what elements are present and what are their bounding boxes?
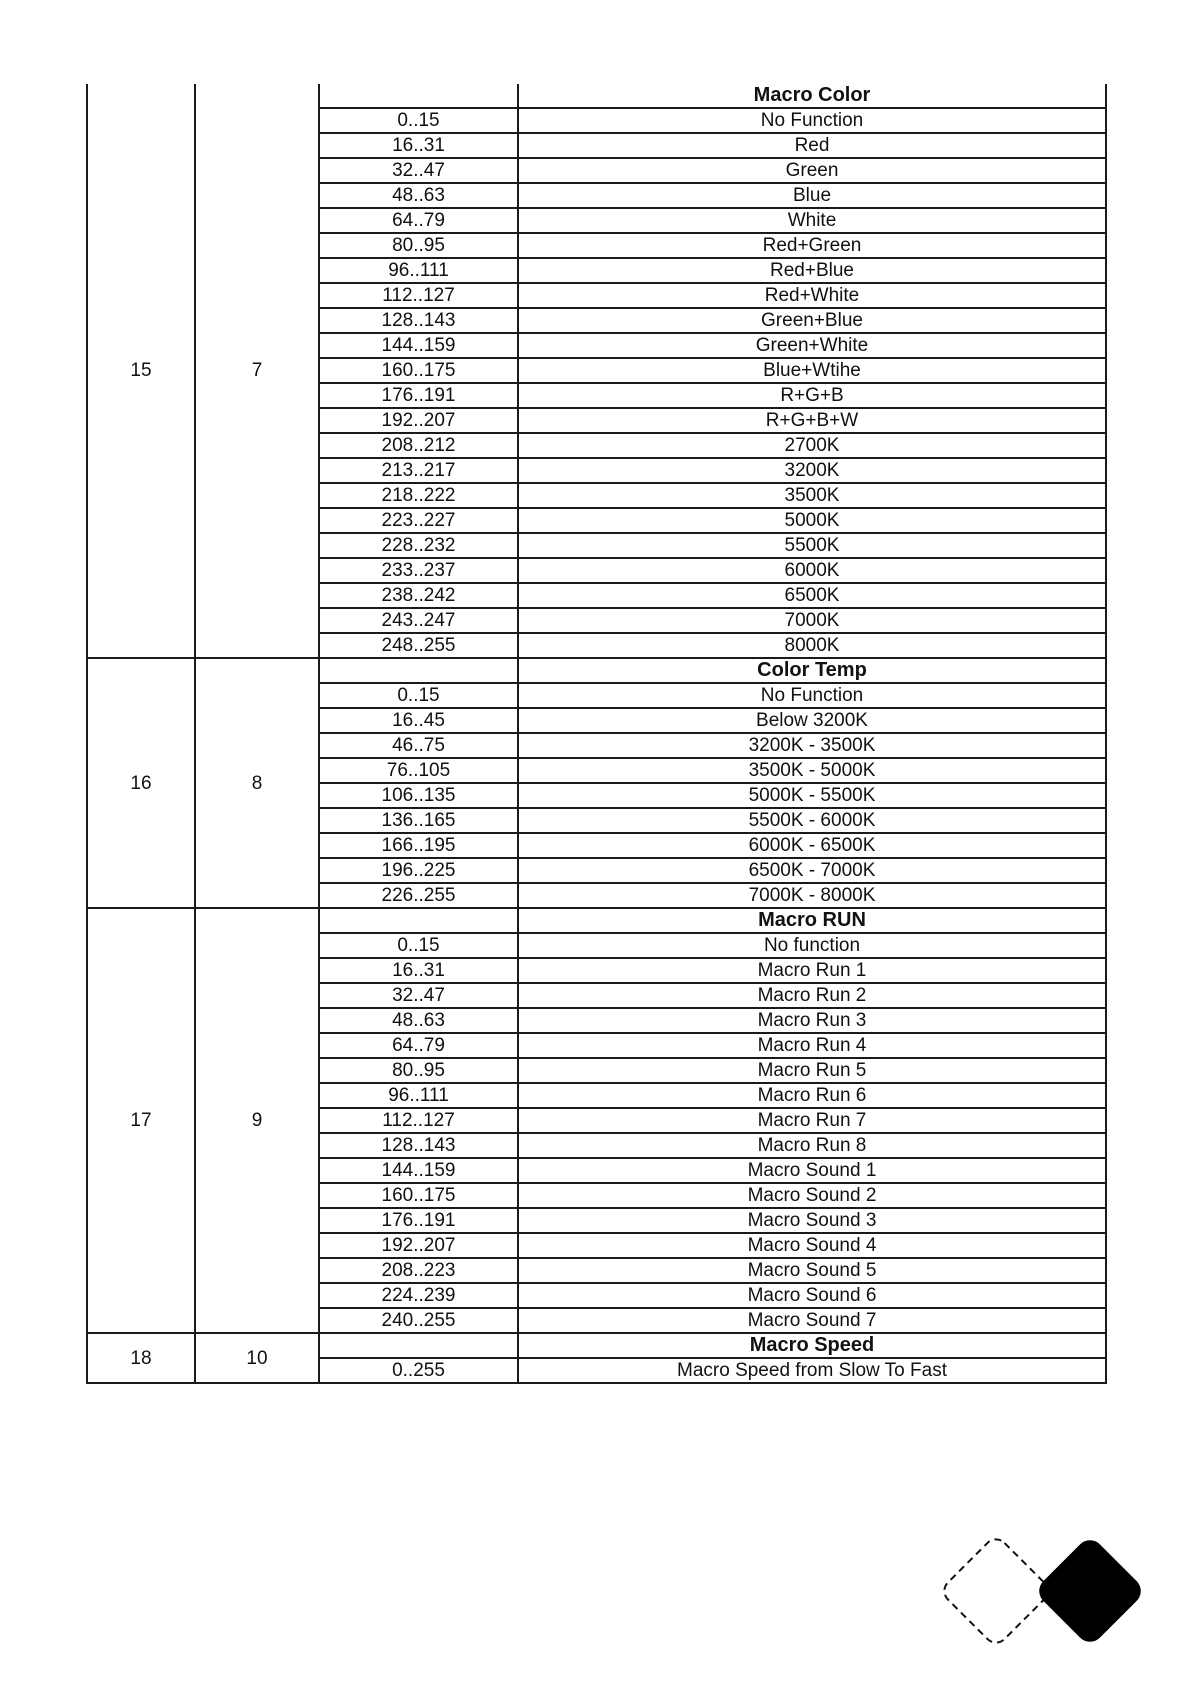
empty-range-cell bbox=[319, 84, 518, 108]
dmx-range: 112..127 bbox=[319, 1108, 518, 1133]
function-description: Red+White bbox=[518, 283, 1106, 308]
function-description: Macro Run 1 bbox=[518, 958, 1106, 983]
function-heading: Macro Speed bbox=[518, 1333, 1106, 1358]
function-description: Macro Run 4 bbox=[518, 1033, 1106, 1058]
dmx-range: 248..255 bbox=[319, 633, 518, 658]
function-description: Macro Run 7 bbox=[518, 1108, 1106, 1133]
function-heading: Color Temp bbox=[518, 658, 1106, 683]
dmx-range: 176..191 bbox=[319, 383, 518, 408]
sub-channel-number: 7 bbox=[195, 84, 319, 658]
dmx-range: 48..63 bbox=[319, 183, 518, 208]
function-description: 6500K bbox=[518, 583, 1106, 608]
function-description: Macro Sound 3 bbox=[518, 1208, 1106, 1233]
dmx-range: 0..15 bbox=[319, 933, 518, 958]
dmx-range: 128..143 bbox=[319, 1133, 518, 1158]
function-description: Macro Sound 6 bbox=[518, 1283, 1106, 1308]
function-description: Macro Run 5 bbox=[518, 1058, 1106, 1083]
function-description: R+G+B+W bbox=[518, 408, 1106, 433]
function-description: White bbox=[518, 208, 1106, 233]
group-header-row bbox=[87, 84, 1106, 108]
dmx-range: 144..159 bbox=[319, 333, 518, 358]
group-header-row bbox=[87, 908, 1106, 933]
function-description: Blue+Wtihe bbox=[518, 358, 1106, 383]
group-header-row bbox=[87, 1333, 1106, 1358]
dmx-range: 144..159 bbox=[319, 1158, 518, 1183]
function-description: Green bbox=[518, 158, 1106, 183]
dmx-range: 106..135 bbox=[319, 783, 518, 808]
dmx-range: 128..143 bbox=[319, 308, 518, 333]
dmx-channel-table bbox=[86, 84, 1107, 1384]
dashed-diamond-icon bbox=[940, 1535, 1053, 1648]
sub-channel-number: 10 bbox=[195, 1333, 319, 1383]
function-description: Blue bbox=[518, 183, 1106, 208]
group-header-row bbox=[87, 658, 1106, 683]
function-description: Red+Blue bbox=[518, 258, 1106, 283]
function-description: 5500K - 6000K bbox=[518, 808, 1106, 833]
dmx-range: 213..217 bbox=[319, 458, 518, 483]
dmx-range: 228..232 bbox=[319, 533, 518, 558]
dmx-range: 80..95 bbox=[319, 1058, 518, 1083]
dmx-range: 16..31 bbox=[319, 133, 518, 158]
dmx-range: 233..237 bbox=[319, 558, 518, 583]
dmx-range: 160..175 bbox=[319, 1183, 518, 1208]
dmx-table-body bbox=[87, 84, 1106, 1383]
function-description: 3200K - 3500K bbox=[518, 733, 1106, 758]
function-description: 6000K bbox=[518, 558, 1106, 583]
dmx-range: 96..111 bbox=[319, 1083, 518, 1108]
dmx-range: 192..207 bbox=[319, 1233, 518, 1258]
function-description: Macro Sound 4 bbox=[518, 1233, 1106, 1258]
brand-logo bbox=[940, 1535, 1160, 1659]
dmx-range: 243..247 bbox=[319, 608, 518, 633]
dmx-range: 166..195 bbox=[319, 833, 518, 858]
dmx-range: 64..79 bbox=[319, 1033, 518, 1058]
dmx-range: 76..105 bbox=[319, 758, 518, 783]
function-description: No Function bbox=[518, 108, 1106, 133]
dmx-range: 32..47 bbox=[319, 158, 518, 183]
dmx-range: 16..31 bbox=[319, 958, 518, 983]
dmx-range: 196..225 bbox=[319, 858, 518, 883]
function-description: R+G+B bbox=[518, 383, 1106, 408]
dmx-range: 192..207 bbox=[319, 408, 518, 433]
dmx-range: 208..223 bbox=[319, 1258, 518, 1283]
function-description: 5000K - 5500K bbox=[518, 783, 1106, 808]
function-heading: Macro Color bbox=[518, 84, 1106, 108]
empty-range-cell bbox=[319, 908, 518, 933]
function-description: 2700K bbox=[518, 433, 1106, 458]
function-description: 3200K bbox=[518, 458, 1106, 483]
channel-number: 17 bbox=[87, 908, 195, 1333]
function-description: Macro Run 3 bbox=[518, 1008, 1106, 1033]
function-description: 6500K - 7000K bbox=[518, 858, 1106, 883]
dmx-range: 0..15 bbox=[319, 108, 518, 133]
sub-channel-number: 8 bbox=[195, 658, 319, 908]
channel-number: 15 bbox=[87, 84, 195, 658]
function-description: 7000K bbox=[518, 608, 1106, 633]
function-description: 5500K bbox=[518, 533, 1106, 558]
function-description: Green+Blue bbox=[518, 308, 1106, 333]
function-description: Red+Green bbox=[518, 233, 1106, 258]
dmx-range: 0..255 bbox=[319, 1358, 518, 1383]
dmx-range: 218..222 bbox=[319, 483, 518, 508]
function-description: Macro Speed from Slow To Fast bbox=[518, 1358, 1106, 1383]
function-description: 3500K bbox=[518, 483, 1106, 508]
dmx-range: 240..255 bbox=[319, 1308, 518, 1333]
function-description: No Function bbox=[518, 683, 1106, 708]
dmx-range: 112..127 bbox=[319, 283, 518, 308]
empty-range-cell bbox=[319, 1333, 518, 1358]
function-description: Below 3200K bbox=[518, 708, 1106, 733]
dmx-range: 160..175 bbox=[319, 358, 518, 383]
function-description: 6000K - 6500K bbox=[518, 833, 1106, 858]
dmx-range: 48..63 bbox=[319, 1008, 518, 1033]
channel-number: 16 bbox=[87, 658, 195, 908]
function-description: Macro Run 2 bbox=[518, 983, 1106, 1008]
dmx-range: 96..111 bbox=[319, 258, 518, 283]
sub-channel-number: 9 bbox=[195, 908, 319, 1333]
solid-diamond-icon bbox=[1033, 1535, 1146, 1648]
dmx-range: 208..212 bbox=[319, 433, 518, 458]
dmx-range: 46..75 bbox=[319, 733, 518, 758]
function-description: Macro Sound 2 bbox=[518, 1183, 1106, 1208]
function-description: Red bbox=[518, 133, 1106, 158]
dmx-range: 0..15 bbox=[319, 683, 518, 708]
dmx-range: 238..242 bbox=[319, 583, 518, 608]
function-description: 8000K bbox=[518, 633, 1106, 658]
function-description: Macro Sound 1 bbox=[518, 1158, 1106, 1183]
function-description: Macro Sound 7 bbox=[518, 1308, 1106, 1333]
dmx-range: 223..227 bbox=[319, 508, 518, 533]
function-description: No function bbox=[518, 933, 1106, 958]
dmx-range: 32..47 bbox=[319, 983, 518, 1008]
empty-range-cell bbox=[319, 658, 518, 683]
function-heading: Macro RUN bbox=[518, 908, 1106, 933]
function-description: 7000K - 8000K bbox=[518, 883, 1106, 908]
function-description: Macro Sound 5 bbox=[518, 1258, 1106, 1283]
function-description: Macro Run 8 bbox=[518, 1133, 1106, 1158]
function-description: Macro Run 6 bbox=[518, 1083, 1106, 1108]
dmx-range: 226..255 bbox=[319, 883, 518, 908]
dmx-range: 136..165 bbox=[319, 808, 518, 833]
function-description: 5000K bbox=[518, 508, 1106, 533]
dmx-range: 224..239 bbox=[319, 1283, 518, 1308]
dmx-range: 16..45 bbox=[319, 708, 518, 733]
channel-number: 18 bbox=[87, 1333, 195, 1383]
dmx-range: 176..191 bbox=[319, 1208, 518, 1233]
function-description: Green+White bbox=[518, 333, 1106, 358]
dmx-range: 80..95 bbox=[319, 233, 518, 258]
dmx-range: 64..79 bbox=[319, 208, 518, 233]
function-description: 3500K - 5000K bbox=[518, 758, 1106, 783]
